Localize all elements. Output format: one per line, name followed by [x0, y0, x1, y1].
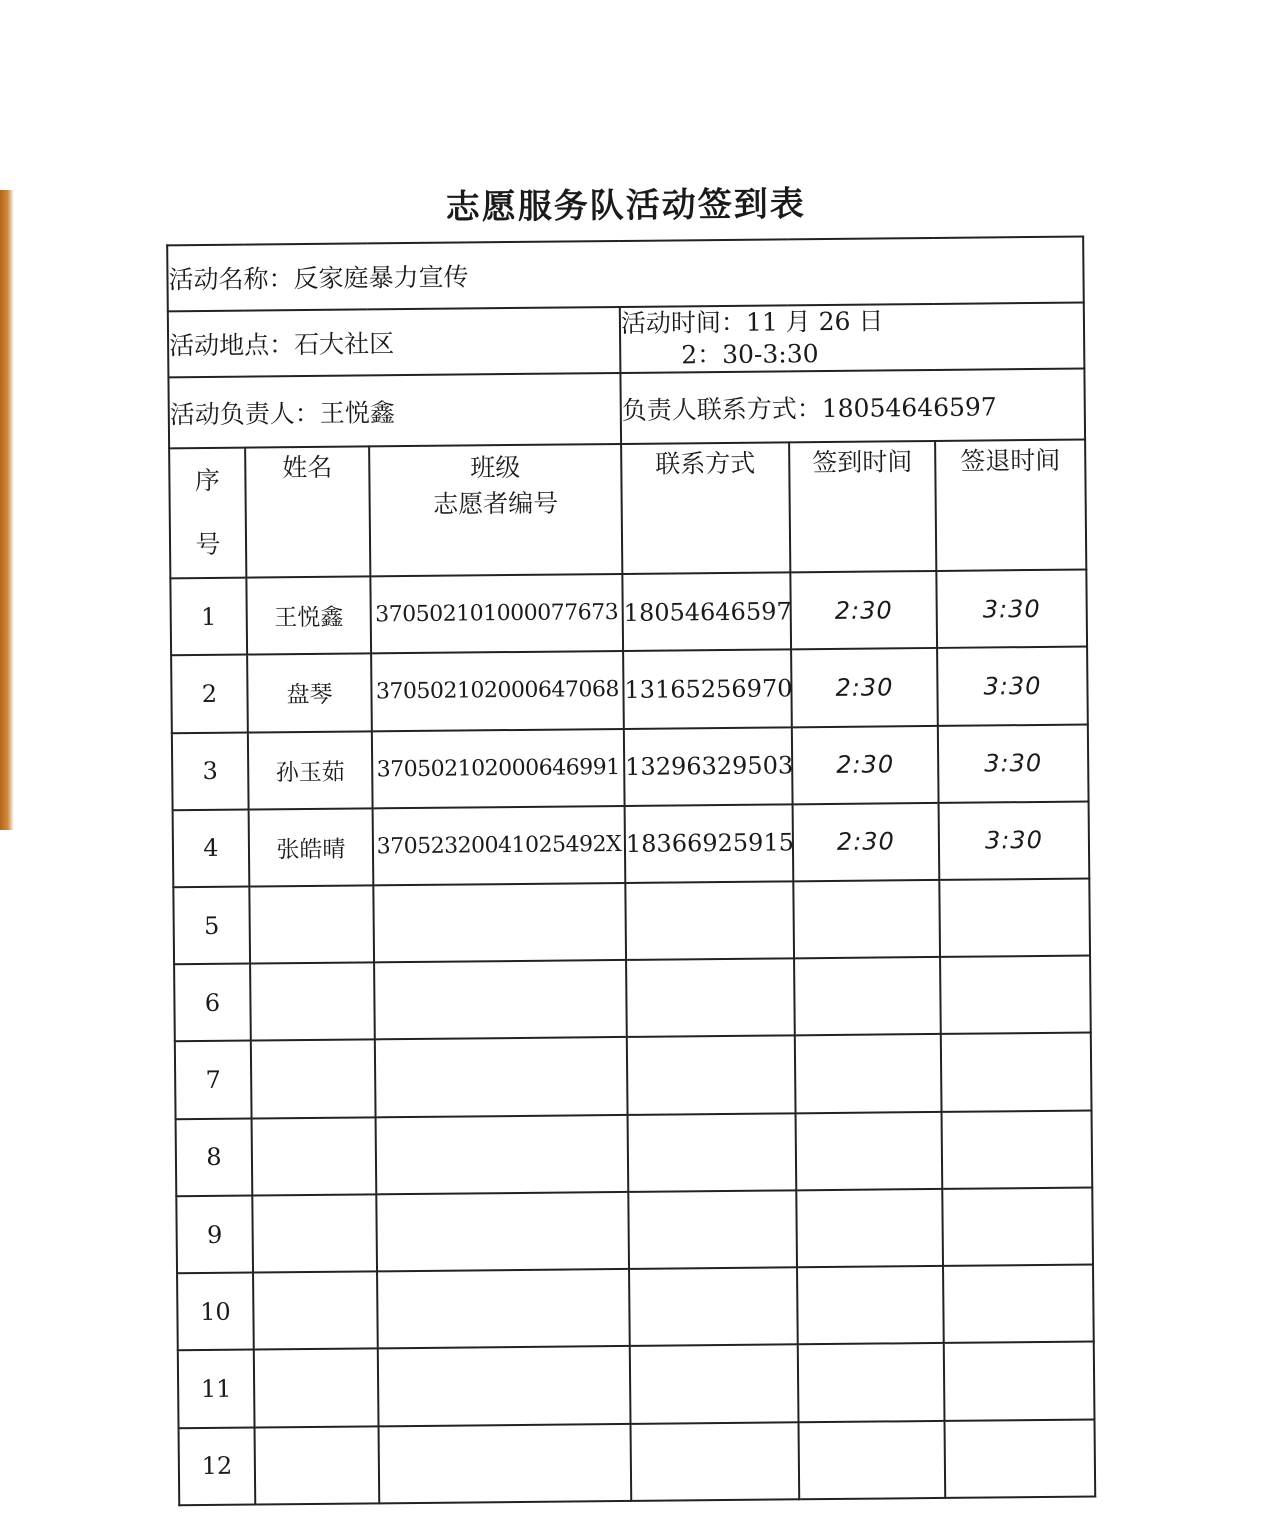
signout-time-cell [941, 1033, 1092, 1112]
phone-cell [630, 1345, 799, 1424]
phone-cell [626, 959, 795, 1038]
seq-cell: 4 [173, 809, 250, 887]
contact-label: 负责人联系方式： [621, 393, 822, 425]
name-cell [250, 963, 375, 1041]
seq-cell: 9 [176, 1195, 253, 1273]
time-cell [620, 303, 1085, 374]
seq-cell: 8 [176, 1118, 253, 1196]
volunteer-id-cell: 370502102000647068 [371, 651, 624, 731]
volunteer-id-cell [376, 1115, 629, 1195]
signin-time-cell [793, 880, 940, 959]
col-seq-bottom: 号 [195, 529, 221, 559]
signout-time-cell [943, 1265, 1094, 1344]
seq-cell: 6 [174, 964, 251, 1042]
phone-cell [631, 1422, 800, 1501]
phone-cell: 13296329503 [624, 727, 793, 806]
name-cell [252, 1117, 377, 1195]
name-cell [251, 1040, 376, 1118]
seq-cell: 10 [177, 1273, 254, 1351]
location-time-row [168, 303, 1085, 378]
name-cell [252, 1194, 377, 1272]
table-row [173, 878, 1090, 964]
signin-time-cell [796, 1112, 943, 1191]
header-row [169, 439, 1086, 578]
col-class-label: 班级 [470, 452, 521, 483]
table-row [176, 1110, 1093, 1196]
signout-time-cell: 3:30 [937, 647, 1088, 726]
table-row [174, 956, 1091, 1042]
phone-cell: 18366925915 [625, 804, 794, 883]
col-signout-header: 签退时间 [935, 439, 1086, 571]
name-cell [255, 1426, 380, 1505]
signin-time-cell [798, 1343, 945, 1422]
signin-time-cell [794, 957, 941, 1036]
volunteer-id-cell [373, 883, 626, 963]
name-cell: 盘琴 [247, 654, 372, 732]
col-name-header: 姓名 [245, 446, 370, 578]
phone-cell [629, 1267, 798, 1346]
volunteer-id-cell [374, 960, 627, 1040]
seq-cell: 7 [175, 1041, 252, 1119]
volunteer-id-cell: 370502102000646991 [372, 728, 625, 808]
signout-time-cell: 3:30 [938, 724, 1089, 803]
col-volunteer-id-label: 志愿者编号 [433, 488, 559, 519]
signout-time-cell [942, 1110, 1093, 1189]
phone-cell [627, 1036, 796, 1115]
name-cell: 王悦鑫 [246, 576, 371, 654]
signin-time-cell [796, 1189, 943, 1268]
name-cell [253, 1272, 378, 1350]
signin-time-cell: 2:30 [791, 648, 938, 727]
table-row [178, 1342, 1095, 1428]
contact-cell [620, 369, 1085, 444]
leader-cell [168, 373, 621, 448]
col-id-header [369, 444, 622, 577]
name-cell [254, 1349, 379, 1427]
volunteer-id-cell: 370502101000077673 [370, 574, 623, 654]
seq-cell: 12 [179, 1427, 256, 1505]
activity-name-value: 反家庭暴力宣传 [293, 262, 469, 294]
seq-cell: 2 [171, 655, 248, 733]
col-seq-top: 序 [194, 465, 221, 495]
phone-cell [628, 1190, 797, 1269]
location-value: 石大社区 [294, 329, 395, 360]
phone-cell: 18054646597 [622, 572, 791, 651]
signout-time-cell [944, 1342, 1095, 1421]
signout-time-cell: 3:30 [939, 801, 1090, 880]
signin-time-cell: 2:30 [790, 571, 937, 650]
table-row [171, 647, 1088, 733]
volunteer-id-cell [377, 1269, 630, 1349]
seq-cell: 11 [178, 1350, 255, 1428]
name-cell: 张皓晴 [249, 808, 374, 886]
activity-name-label: 活动名称： [168, 264, 294, 295]
sign-in-table [166, 236, 1096, 1507]
time-range: 2：30-3:30 [681, 339, 819, 370]
phone-cell: 13165256970 [623, 650, 792, 729]
signout-time-cell [940, 956, 1091, 1035]
volunteer-id-cell [375, 1037, 628, 1117]
activity-name-cell [167, 237, 1084, 312]
table-row [179, 1419, 1096, 1505]
phone-cell [628, 1113, 797, 1192]
signin-time-cell [795, 1034, 942, 1113]
location-cell [168, 307, 621, 378]
col-seq-header [169, 447, 246, 578]
time-label: 活动时间： [620, 308, 747, 339]
col-signin-header: 签到时间 [789, 441, 936, 573]
volunteer-id-cell [376, 1192, 629, 1272]
leader-label: 活动负责人： [169, 398, 320, 429]
seq-cell: 3 [172, 732, 249, 810]
table-row [170, 570, 1087, 656]
phone-cell [625, 881, 794, 960]
seq-cell: 1 [170, 578, 247, 656]
signout-time-cell [944, 1419, 1095, 1498]
table-row [176, 1187, 1093, 1273]
leader-value: 王悦鑫 [319, 397, 395, 428]
signout-time-cell [939, 878, 1090, 957]
name-cell [249, 885, 374, 963]
volunteer-id-cell [379, 1424, 632, 1504]
signout-time-cell: 3:30 [936, 570, 1087, 649]
page-title: 志愿服务队活动签到表 [445, 184, 807, 228]
time-date: 11 月 26 日 [745, 306, 884, 338]
signin-time-cell: 2:30 [793, 803, 940, 882]
seq-cell: 5 [173, 887, 250, 965]
table-row [172, 724, 1089, 810]
table-row [177, 1265, 1094, 1351]
signin-time-cell [798, 1421, 945, 1500]
col-phone-header: 联系方式 [621, 442, 790, 574]
volunteer-id-cell: 37052320041025492X [373, 806, 626, 886]
contact-value: 18054646597 [821, 391, 997, 423]
activity-name-row [167, 237, 1084, 312]
table-body [170, 570, 1095, 1506]
name-cell: 孙玉茹 [248, 731, 373, 809]
volunteer-id-cell [378, 1346, 631, 1426]
signin-time-cell: 2:30 [792, 725, 939, 804]
table-row [173, 801, 1090, 887]
table-row [175, 1033, 1092, 1119]
signout-time-cell [942, 1187, 1093, 1266]
leader-row [168, 369, 1085, 448]
location-label: 活动地点： [169, 330, 295, 361]
signin-time-cell [797, 1266, 944, 1345]
